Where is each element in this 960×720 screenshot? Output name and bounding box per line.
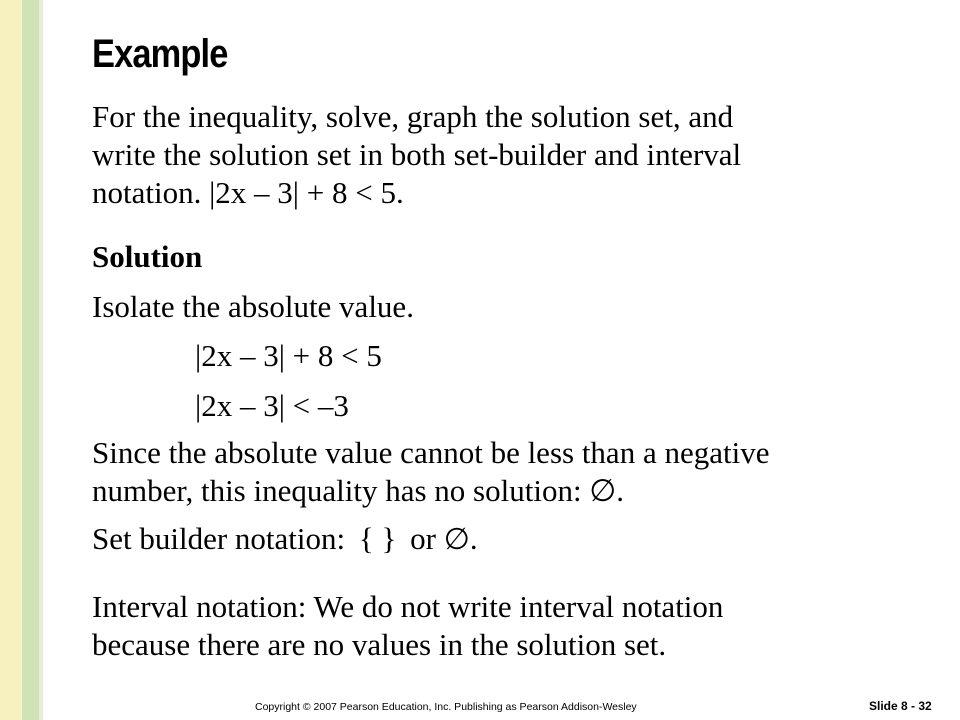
intro-line: write the solution set in both set-builder and interval [92,137,742,172]
interval-paragraph [92,588,723,664]
period: . [469,521,478,556]
equation-step-1: |2x – 3| + 8 < 5 [195,338,382,373]
reason-line: number, this inequality has no solution: ∅. [92,473,625,508]
isolate-instruction: Isolate the absolute value. [92,289,414,324]
or-text: or [410,521,436,556]
decorative-stripe-green [22,0,39,720]
reason-line: Since the absolute value cannot be less than a negative [92,435,770,470]
set-builder-label: Set builder notation: [92,521,346,556]
slide-number: Slide 8 - 32 [869,699,932,713]
interval-line: because there are no values in the solution set. [92,627,667,662]
set-braces: { } [358,521,397,556]
decorative-stripe-light [39,0,43,720]
copyright-notice: Copyright © 2007 Pearson Education, Inc. Publishing as Pearson Addison-Wesley [255,701,637,713]
solution-heading: Solution [92,239,203,274]
slide-title: Example [92,32,228,76]
reason-paragraph [92,434,769,510]
interval-line: Interval notation: We do not write interval notation [92,589,724,624]
set-builder-line [92,520,478,559]
intro-line: For the inequality, solve, graph the solution set, and [92,99,734,134]
intro-line: notation. |2x – 3| + 8 < 5. [92,175,404,210]
intro-paragraph [92,98,741,212]
equation-step-2: |2x – 3| < –3 [195,388,349,423]
empty-set-symbol: ∅ [443,523,470,556]
decorative-stripe-yellow [0,0,22,720]
